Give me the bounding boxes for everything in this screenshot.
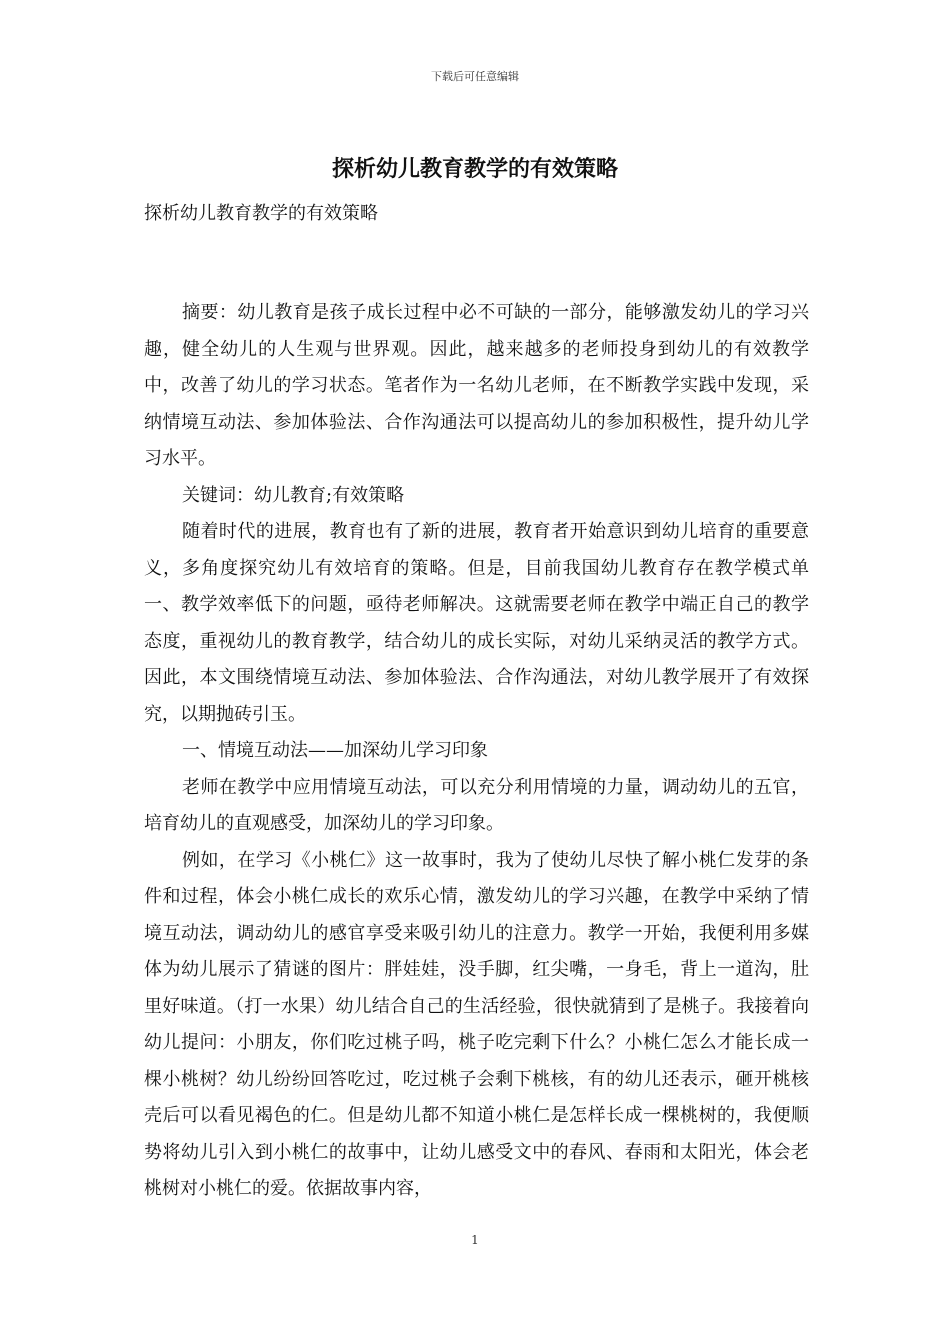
section-heading: 一、情境互动法——加深幼儿学习印象: [182, 740, 488, 761]
document-body: [144, 196, 809, 1208]
keywords-paragraph: 关键词：幼儿教育;有效策略: [182, 484, 405, 506]
document-title: 探析幼儿教育教学的有效策略: [331, 156, 618, 182]
document-subtitle: 探析幼儿教育教学的有效策略: [144, 203, 378, 224]
body-paragraph: 老师在教学中应用情境互动法，可以充分利用情境的力量，调动幼儿的五官，培育幼儿的直观感受，加深幼儿的学习印象。: [144, 776, 809, 834]
intro-paragraph: 随着时代的进展，教育也有了新的进展，教育者开始意识到幼儿培育的重要意义，多角度探究幼儿有效培育的策略。但是，目前我国幼儿教育存在教学模式单一、教学效率低下的问题，亟待老师解决。这就需要老师在教学中端正自己的教学态度，重视幼儿的教育教学，结合幼儿的成长实际，对幼儿采纳灵活的教学方式。因此，本文围绕情境互动法、参加体验法、合作沟通法，对幼儿教学展开了有效探究，以期抛砖引玉。: [144, 521, 809, 725]
body-paragraph: 例如，在学习《小桃仁》这一故事时，我为了使幼儿尽快了解小桃仁发芽的条件和过程，体会小桃仁成长的欢乐心情，激发幼儿的学习兴趣，在教学中采纳了情境互动法，调动幼儿的感官享受来吸引幼儿的注意力。教学一开始，我便利用多媒体为幼儿展示了猜谜的图片：胖娃娃，没手脚，红尖嘴，一身毛，背上一道沟，肚里好味道。（打一水果）幼儿结合自己的生活经验，很快就猜到了是桃子。我接着向幼儿提问：小朋友，你们吃过桃子吗，桃子吃完剩下什么？小桃仁怎么才能长成一棵小桃树？幼儿纷纷回答吃过，吃过桃子会剩下桃核，有的幼儿还表示，砸开桃核壳后可以看见褐色的仁。但是幼儿都不知道小桃仁是怎样长成一棵桃树的，我便顺势将幼儿引入到小桃仁的故事中，让幼儿感受文中的春风、春雨和太阳光，体会老桃树对小桃仁的爱。依据故事内容，: [144, 849, 809, 1199]
abstract-paragraph: 摘要：幼儿教育是孩子成长过程中必不可缺的一部分，能够激发幼儿的学习兴趣，健全幼儿的人生观与世界观。因此，越来越多的老师投身到幼儿的有效教学中，改善了幼儿的学习状态。笔者作为一名幼儿老师，在不断教学实践中发现，采纳情境互动法、参加体验法、合作沟通法可以提高幼儿的参加积极性，提升幼儿学习水平。: [144, 302, 809, 469]
page-number: 1: [471, 1233, 479, 1247]
blank-line: [144, 232, 809, 295]
header-note: 下载后可任意编辑: [431, 70, 519, 83]
